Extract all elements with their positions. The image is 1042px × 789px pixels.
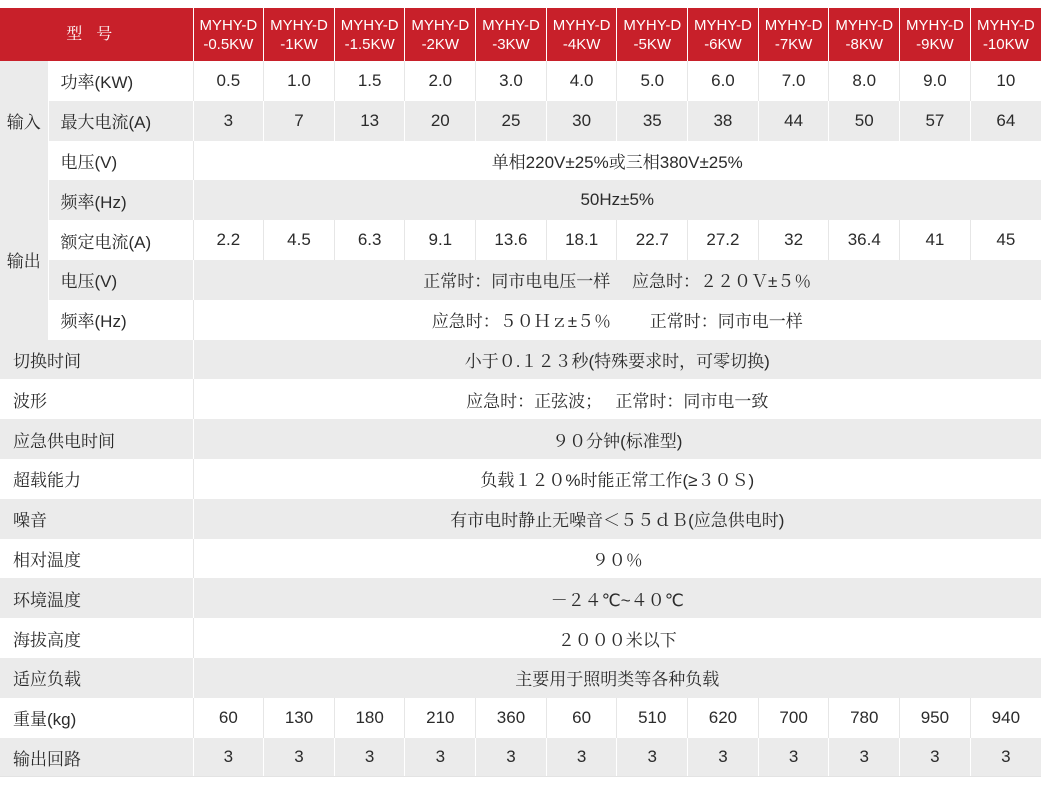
cell: 60: [193, 698, 264, 738]
switch-time-row: [0, 340, 1041, 380]
cell: 3: [193, 738, 264, 778]
emergency-time-row: [0, 419, 1041, 459]
cell: 10: [970, 61, 1041, 101]
cell: 700: [758, 698, 829, 738]
merged-cell: 单相220V±25%或三相380V±25%: [193, 141, 1041, 181]
cell: 6.3: [334, 220, 405, 260]
merged-cell: 应急时：５０Ｈｚ±５％ 正常时：同市电一样: [193, 300, 1041, 340]
cell: 50: [829, 101, 900, 141]
row-label: 相对温度: [0, 539, 193, 579]
output-voltage-row: [0, 260, 1041, 300]
merged-cell: 负载１２０%时能正常工作(≥３０Ｓ): [193, 459, 1041, 499]
spec-table: [0, 8, 1041, 777]
cell: 3: [900, 738, 971, 778]
overload-row: [0, 459, 1041, 499]
cell: 3: [193, 101, 264, 141]
model-header: MYHY-D -2KW: [405, 8, 476, 61]
cell: 13: [334, 101, 405, 141]
model-header: MYHY-D -3KW: [476, 8, 547, 61]
merged-cell: 正常时：同市电电压一样 应急时：２２０Ｖ±５％: [193, 260, 1041, 300]
cell: 64: [970, 101, 1041, 141]
input-power-row: [0, 61, 1041, 101]
cell: 3: [688, 738, 759, 778]
cell: 3: [405, 738, 476, 778]
merged-cell: 应急时：正弦波； 正常时：同市电一致: [193, 379, 1041, 419]
weight-row: [0, 698, 1041, 738]
model-header: MYHY-D -0.5KW: [193, 8, 264, 61]
merged-cell: 主要用于照明类等各种负载: [193, 658, 1041, 698]
altitude-row: [0, 618, 1041, 658]
model-header: MYHY-D -1.5KW: [334, 8, 405, 61]
input-max-current-row: [0, 101, 1041, 141]
cell: 3: [476, 738, 547, 778]
cell: 3: [334, 738, 405, 778]
cell: 60: [546, 698, 617, 738]
model-header: MYHY-D -10KW: [970, 8, 1041, 61]
cell: 3: [829, 738, 900, 778]
model-header: MYHY-D -8KW: [829, 8, 900, 61]
merged-cell: ９０％: [193, 539, 1041, 579]
cell: 9.0: [900, 61, 971, 101]
row-label: 功率(KW): [48, 61, 193, 101]
cell: 3.0: [476, 61, 547, 101]
output-circuits-row: [0, 738, 1041, 778]
cell: 180: [334, 698, 405, 738]
input-category: 输入: [0, 61, 48, 180]
cell: 8.0: [829, 61, 900, 101]
model-header: MYHY-D -6KW: [688, 8, 759, 61]
row-label: 海拔高度: [0, 618, 193, 658]
cell: 30: [546, 101, 617, 141]
cell: 7.0: [758, 61, 829, 101]
cell: 510: [617, 698, 688, 738]
cell: 44: [758, 101, 829, 141]
cell: 7: [264, 101, 335, 141]
cell: 6.0: [688, 61, 759, 101]
cell: 1.0: [264, 61, 335, 101]
cell: 4.5: [264, 220, 335, 260]
cell: 3: [758, 738, 829, 778]
cell: 950: [900, 698, 971, 738]
model-header: MYHY-D -7KW: [758, 8, 829, 61]
row-label: 适应负载: [0, 658, 193, 698]
model-header: MYHY-D -9KW: [900, 8, 971, 61]
output-rated-current-row: [0, 220, 1041, 260]
cell: 18.1: [546, 220, 617, 260]
cell: 3: [264, 738, 335, 778]
cell: 620: [688, 698, 759, 738]
row-label: 输出回路: [0, 738, 193, 778]
cell: 940: [970, 698, 1041, 738]
merged-cell: ９０分钟(标准型): [193, 419, 1041, 459]
row-label: 应急供电时间: [0, 419, 193, 459]
cell: 4.0: [546, 61, 617, 101]
cell: 32: [758, 220, 829, 260]
cell: 0.5: [193, 61, 264, 101]
cell: 41: [900, 220, 971, 260]
noise-row: [0, 499, 1041, 539]
model-header: MYHY-D -5KW: [617, 8, 688, 61]
waveform-row: [0, 379, 1041, 419]
input-voltage-row: [0, 141, 1041, 181]
type-header: 型号: [0, 8, 193, 61]
row-label: 频率(Hz): [48, 180, 193, 220]
model-header: MYHY-D -1KW: [264, 8, 335, 61]
row-label: 重量(kg): [0, 698, 193, 738]
cell: 3: [617, 738, 688, 778]
row-label: 频率(Hz): [48, 300, 193, 340]
cell: 3: [970, 738, 1041, 778]
cell: 35: [617, 101, 688, 141]
output-category: 输出: [0, 180, 48, 339]
ambient-temp-row: [0, 578, 1041, 618]
merged-cell: 小于０.１２３秒(特殊要求时，可零切换): [193, 340, 1041, 380]
cell: 25: [476, 101, 547, 141]
model-header: MYHY-D -4KW: [546, 8, 617, 61]
cell: 5.0: [617, 61, 688, 101]
output-frequency-row: [0, 180, 1041, 220]
cell: 22.7: [617, 220, 688, 260]
row-label: 噪音: [0, 499, 193, 539]
merged-cell: －２４℃~４０℃: [193, 578, 1041, 618]
cell: 38: [688, 101, 759, 141]
cell: 3: [546, 738, 617, 778]
cell: 27.2: [688, 220, 759, 260]
cell: 130: [264, 698, 335, 738]
cell: 20: [405, 101, 476, 141]
row-label: 超载能力: [0, 459, 193, 499]
cell: 13.6: [476, 220, 547, 260]
bottom-divider: [0, 776, 1041, 777]
cell: 57: [900, 101, 971, 141]
cell: 360: [476, 698, 547, 738]
header-row: [0, 8, 1041, 61]
cell: 2.0: [405, 61, 476, 101]
merged-cell: 有市电时静止无噪音＜５５ｄＢ(应急供电时): [193, 499, 1041, 539]
cell: 1.5: [334, 61, 405, 101]
cell: 9.1: [405, 220, 476, 260]
output-frequency2-row: [0, 300, 1041, 340]
merged-cell: ２０００米以下: [193, 618, 1041, 658]
row-label: 最大电流(A): [48, 101, 193, 141]
cell: 36.4: [829, 220, 900, 260]
row-label: 环境温度: [0, 578, 193, 618]
cell: 780: [829, 698, 900, 738]
humidity-row: [0, 539, 1041, 579]
merged-cell: 50Hz±5%: [193, 180, 1041, 220]
row-label: 波形: [0, 379, 193, 419]
row-label: 切换时间: [0, 340, 193, 380]
row-label: 电压(V): [48, 260, 193, 300]
row-label: 电压(V): [48, 141, 193, 181]
cell: 45: [970, 220, 1041, 260]
cell: 2.2: [193, 220, 264, 260]
row-label: 额定电流(A): [48, 220, 193, 260]
load-row: [0, 658, 1041, 698]
cell: 210: [405, 698, 476, 738]
